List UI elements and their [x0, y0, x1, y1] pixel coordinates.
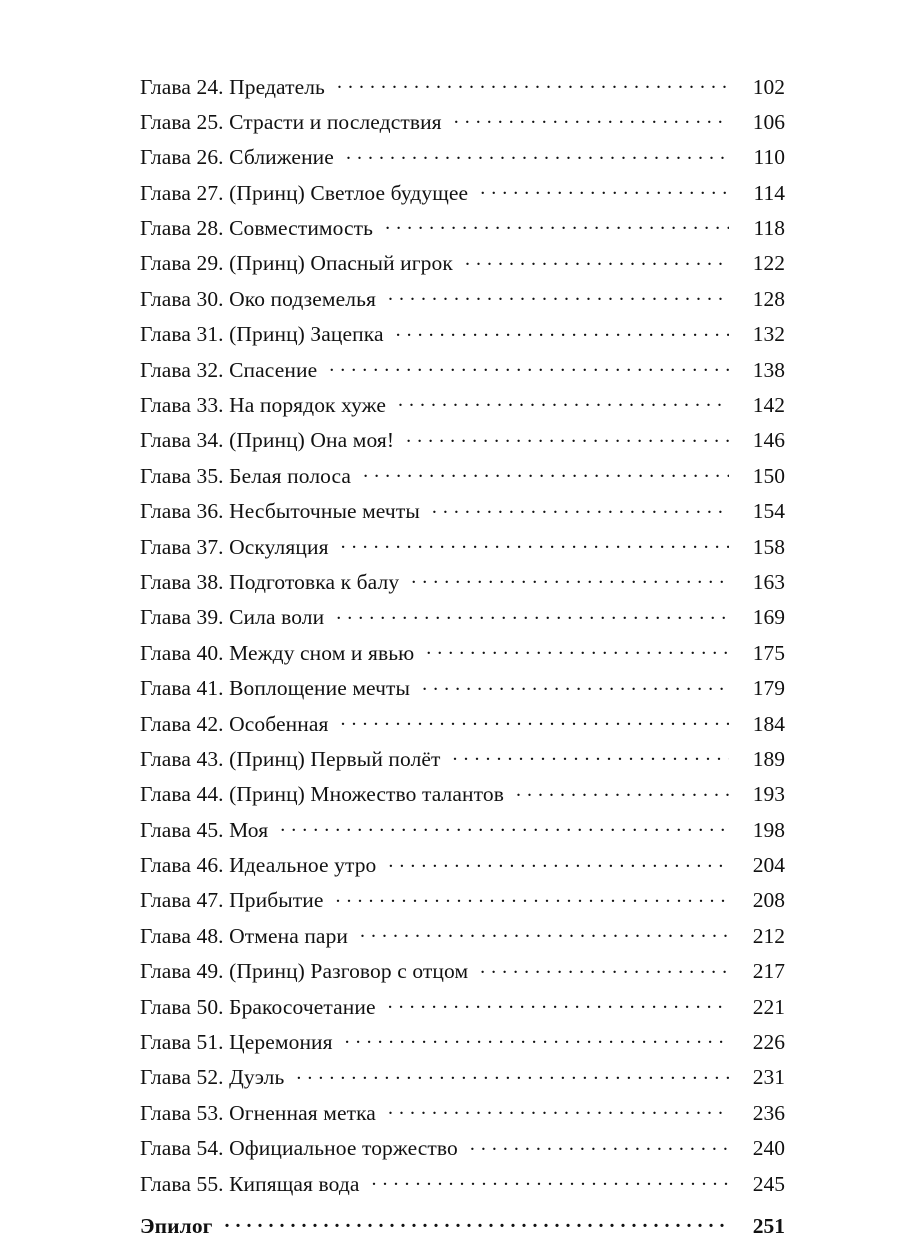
toc-leader-dots [454, 107, 729, 129]
toc-entry-page-number: 204 [752, 853, 785, 878]
toc-entry-page-number: 142 [752, 393, 785, 418]
toc-entry[interactable] [140, 391, 785, 417]
toc-leader-dots [396, 320, 729, 342]
toc-entry-title: Глава 40. Между сном и явью [140, 640, 415, 665]
toc-entry[interactable] [140, 497, 785, 523]
toc-entry-title: Глава 46. Идеальное утро [140, 853, 377, 878]
toc-entry-title: Глава 37. Оскуляция [140, 534, 329, 559]
toc-entry[interactable] [140, 638, 785, 664]
toc-entry[interactable] [140, 886, 785, 912]
table-of-contents [140, 72, 785, 1247]
toc-leader-dots [363, 461, 729, 483]
toc-entry-page-number: 154 [752, 499, 785, 524]
toc-entry[interactable] [140, 744, 785, 770]
toc-entry-title: Глава 34. (Принц) Она моя! [140, 428, 395, 453]
toc-entry-page-number: 122 [752, 251, 785, 276]
toc-entry-page-number: 236 [752, 1100, 785, 1125]
toc-entry-title: Глава 36. Несбыточные мечты [140, 499, 420, 524]
toc-entry-title: Глава 28. Совместимость [140, 216, 374, 241]
toc-entry-title: Глава 25. Страсти и последствия [140, 109, 442, 134]
toc-entry[interactable] [140, 72, 785, 98]
toc-entry-page-number: 231 [752, 1065, 785, 1090]
toc-entry[interactable] [140, 355, 785, 381]
toc-entry-title: Глава 39. Сила воли [140, 605, 325, 630]
toc-leader-dots [480, 178, 729, 200]
toc-leader-dots [453, 744, 729, 766]
toc-entry[interactable] [140, 214, 785, 240]
toc-entry-title: Глава 50. Бракосочетание [140, 994, 376, 1019]
toc-leader-dots [337, 72, 729, 94]
toc-leader-dots [398, 391, 729, 413]
toc-leader-dots [470, 1134, 729, 1156]
toc-leader-dots [388, 284, 729, 306]
toc-leader-dots [360, 921, 729, 943]
toc-entry[interactable] [140, 780, 785, 806]
toc-entry-title: Глава 32. Спасение [140, 357, 318, 382]
toc-entry-title: Глава 54. Официальное торжество [140, 1136, 458, 1161]
toc-entry-page-number: 193 [752, 782, 785, 807]
toc-leader-dots [341, 532, 729, 554]
toc-entry-page-number: 110 [753, 145, 785, 170]
toc-leader-dots [516, 780, 729, 802]
toc-entry-page-number: 221 [752, 994, 785, 1019]
toc-entry-title: Глава 42. Особенная [140, 711, 329, 736]
toc-leader-dots [372, 1169, 729, 1191]
toc-entry-title: Глава 41. Воплощение мечты [140, 676, 411, 701]
toc-entry-page-number: 138 [752, 357, 785, 382]
toc-entry[interactable] [140, 1098, 785, 1124]
toc-entry-page-number: 146 [752, 428, 785, 453]
toc-entry-title: Глава 44. (Принц) Множество талантов [140, 782, 504, 807]
toc-entry[interactable] [140, 1134, 785, 1160]
toc-entry[interactable] [140, 851, 785, 877]
toc-entry-page-number: 226 [752, 1030, 785, 1055]
toc-entry-title: Глава 29. (Принц) Опасный игрок [140, 251, 453, 276]
toc-entry[interactable] [140, 178, 785, 204]
toc-leader-dots [426, 638, 729, 660]
toc-entry-title: Глава 24. Предатель [140, 74, 325, 99]
toc-leader-dots [340, 709, 729, 731]
toc-entry[interactable] [140, 709, 785, 735]
toc-entry-title: Глава 31. (Принц) Зацепка [140, 322, 384, 347]
toc-entry-title: Глава 43. (Принц) Первый полёт [140, 746, 441, 771]
toc-entry[interactable] [140, 461, 785, 487]
toc-entry[interactable] [140, 320, 785, 346]
toc-entry-page-number: 198 [752, 817, 785, 842]
toc-leader-dots [480, 957, 729, 979]
toc-entry[interactable] [140, 957, 785, 983]
toc-entry-title: Глава 55. Кипящая вода [140, 1171, 360, 1196]
toc-entry[interactable] [140, 921, 785, 947]
toc-entry-page-number: 189 [752, 746, 785, 771]
toc-entry-title: Глава 48. Отмена пари [140, 923, 349, 948]
toc-entry-title: Глава 30. Око подземелья [140, 286, 376, 311]
toc-entry[interactable] [140, 532, 785, 558]
toc-entry[interactable] [140, 107, 785, 133]
toc-entry-page-number: 132 [752, 322, 785, 347]
toc-entry-title: Глава 35. Белая полоса [140, 463, 352, 488]
toc-leader-dots [346, 143, 729, 165]
toc-entry-page-number: 128 [752, 286, 785, 311]
toc-entry-title: Глава 27. (Принц) Светлое будущее [140, 180, 469, 205]
toc-entry[interactable] [140, 1063, 785, 1089]
toc-leader-dots [388, 851, 729, 873]
toc-entry-page-number: 217 [752, 959, 785, 984]
toc-entry[interactable] [140, 426, 785, 452]
toc-entry-title: Глава 45. Моя [140, 817, 269, 842]
toc-entry-page-number: 102 [752, 74, 785, 99]
toc-leader-dots [385, 214, 729, 236]
toc-entry-title: Эпилог [140, 1213, 213, 1238]
toc-leader-dots [432, 497, 729, 519]
toc-leader-dots [388, 992, 729, 1014]
toc-entry-page-number: 208 [752, 888, 785, 913]
toc-leader-dots [329, 355, 729, 377]
toc-leader-dots [411, 567, 729, 589]
toc-entry-page-number: 158 [752, 534, 785, 559]
toc-entry-page-number: 106 [752, 109, 785, 134]
toc-leader-dots [296, 1063, 729, 1085]
toc-leader-dots [345, 1028, 729, 1050]
toc-entry-page-number: 169 [752, 605, 785, 630]
toc-entry-title: Глава 49. (Принц) Разговор с отцом [140, 959, 469, 984]
toc-entry-title: Глава 52. Дуэль [140, 1065, 285, 1090]
toc-entry[interactable] [140, 249, 785, 275]
toc-entry[interactable] [140, 567, 785, 593]
toc-leader-dots [336, 603, 729, 625]
toc-entry[interactable] [140, 143, 785, 169]
toc-leader-dots [465, 249, 729, 271]
toc-entry[interactable] [140, 815, 785, 841]
toc-entry[interactable] [140, 1028, 785, 1054]
toc-entry-page-number: 179 [752, 676, 785, 701]
toc-entry[interactable] [140, 1169, 785, 1195]
toc-entry[interactable] [140, 284, 785, 310]
toc-entry-page-number: 240 [752, 1136, 785, 1161]
toc-entry-page-number: 251 [752, 1213, 785, 1238]
toc-entry-page-number: 118 [753, 216, 785, 241]
toc-entry[interactable] [140, 674, 785, 700]
toc-entry[interactable] [140, 603, 785, 629]
toc-entry-page-number: 114 [753, 180, 785, 205]
toc-leader-dots [225, 1211, 729, 1233]
toc-entry[interactable] [140, 1211, 785, 1237]
toc-entry-page-number: 245 [752, 1171, 785, 1196]
toc-entry-title: Глава 53. Огненная метка [140, 1100, 376, 1125]
toc-leader-dots [280, 815, 729, 837]
toc-leader-dots [406, 426, 729, 448]
toc-entry[interactable] [140, 992, 785, 1018]
toc-entry-title: Глава 51. Церемония [140, 1030, 333, 1055]
toc-leader-dots [422, 674, 729, 696]
toc-entry-title: Глава 26. Сближение [140, 145, 334, 170]
toc-entry-title: Глава 33. На порядок хуже [140, 393, 386, 418]
toc-entry-title: Глава 38. Подготовка к балу [140, 569, 400, 594]
toc-entry-page-number: 163 [752, 569, 785, 594]
toc-entry-page-number: 212 [752, 923, 785, 948]
toc-leader-dots [388, 1098, 729, 1120]
toc-entry-page-number: 150 [752, 463, 785, 488]
toc-entry-page-number: 175 [752, 640, 785, 665]
toc-entry-title: Глава 47. Прибытие [140, 888, 324, 913]
toc-leader-dots [336, 886, 729, 908]
toc-entry-page-number: 184 [752, 711, 785, 736]
